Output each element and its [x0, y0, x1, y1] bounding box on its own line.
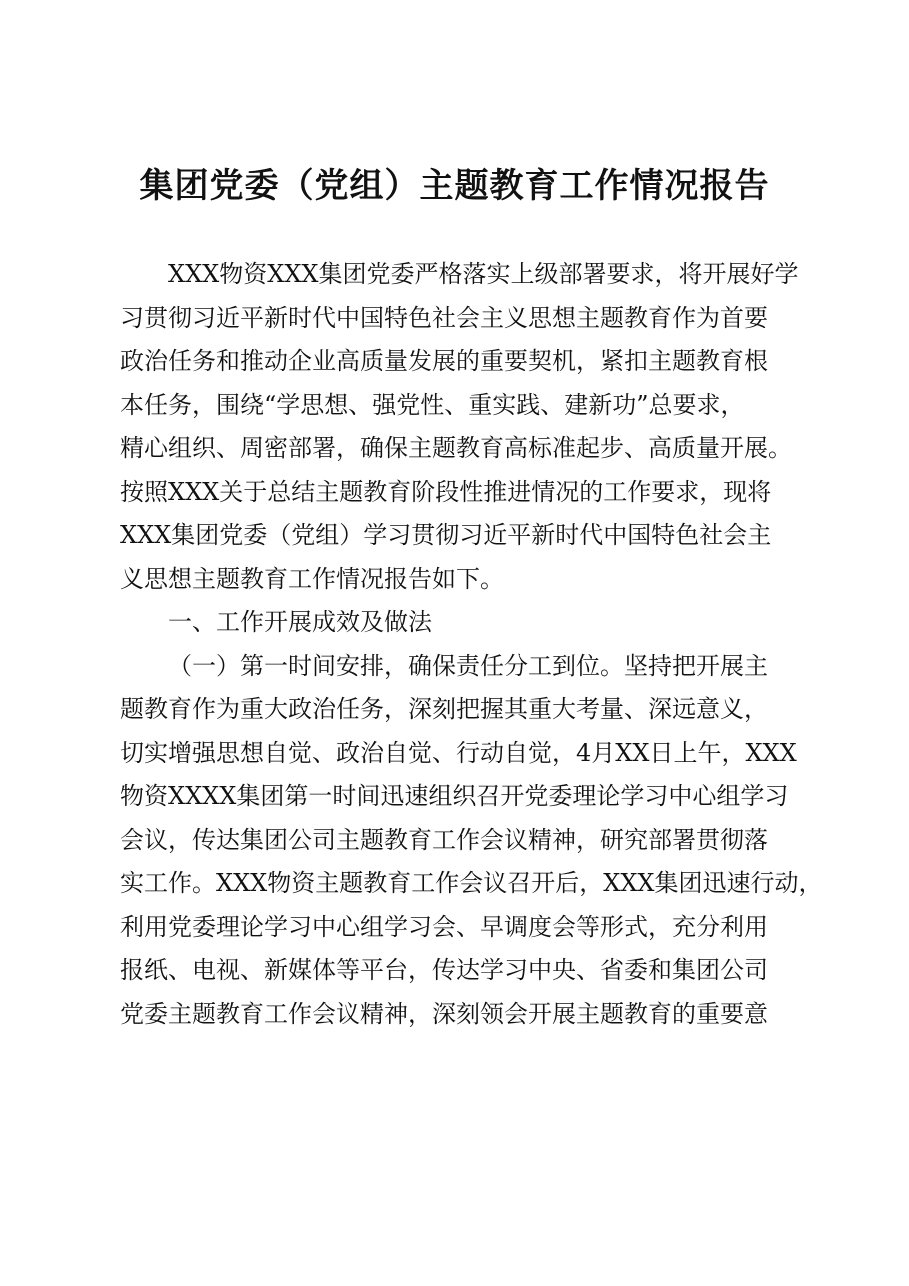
- paragraph-2-line-9: 党委主题教育工作会议精神，深刻领会开展主题教育的重要意: [120, 999, 768, 1028]
- paragraph-1-line-2: 习贯彻习近平新时代中国特色社会主义思想主题教育作为首要: [120, 303, 768, 332]
- paragraph-2-line-5: 会议，传达集团公司主题教育工作会议精神，研究部署贯彻落: [120, 825, 768, 854]
- paragraph-2-line-7: 利用党委理论学习中心组学习会、早调度会等形式，充分利用: [120, 912, 768, 941]
- document-title: 集团党委（党组）主题教育工作情况报告: [139, 166, 770, 206]
- paragraph-1-line-1: XXX物资XXX集团党委严格落实上级部署要求，将开展好学: [168, 260, 799, 288]
- paragraph-1-line-5: 精心组织、周密部署，确保主题教育高标准起步、高质量开展。: [120, 434, 792, 462]
- paragraph-2-line-2: 题教育作为重大政治任务，深刻把握其重大考量、深远意义，: [120, 695, 768, 723]
- paragraph-1-line-7: XXX集团党委（党组）学习贯彻习近平新时代中国特色社会主: [120, 521, 772, 549]
- paragraph-2-line-8: 报纸、电视、新媒体等平台，传达学习中央、省委和集团公司: [120, 956, 768, 984]
- document-body: [120, 253, 823, 1036]
- paragraph-2-line-6: 实工作。XXX物资主题教育工作会议召开后，XXX集团迅速行动，: [120, 869, 823, 897]
- paragraph-1-line-4: 本任务，围绕“学思想、强党性、重实践、建新功”总要求，: [120, 390, 745, 419]
- paragraph-2-line-4: 物资XXXX集团第一时间迅速组织召开党委理论学习中心组学习: [120, 782, 789, 810]
- section-heading-1: 一、工作开展成效及做法: [168, 608, 432, 636]
- paragraph-2-line-1: （一）第一时间安排，确保责任分工到位。坚持把开展主: [168, 651, 768, 680]
- paragraph-1-line-8: 义思想主题教育工作情况报告如下。: [120, 564, 504, 593]
- paragraph-1-line-3: 政治任务和推动企业高质量发展的重要契机，紧扣主题教育根: [120, 347, 768, 375]
- paragraph-2-line-3: 切实增强思想自觉、政治自觉、行动自觉，4月XX日上午，XXX: [120, 738, 797, 767]
- paragraph-1-line-6: 按照XXX关于总结主题教育阶段性推进情况的工作要求，现将: [120, 477, 772, 506]
